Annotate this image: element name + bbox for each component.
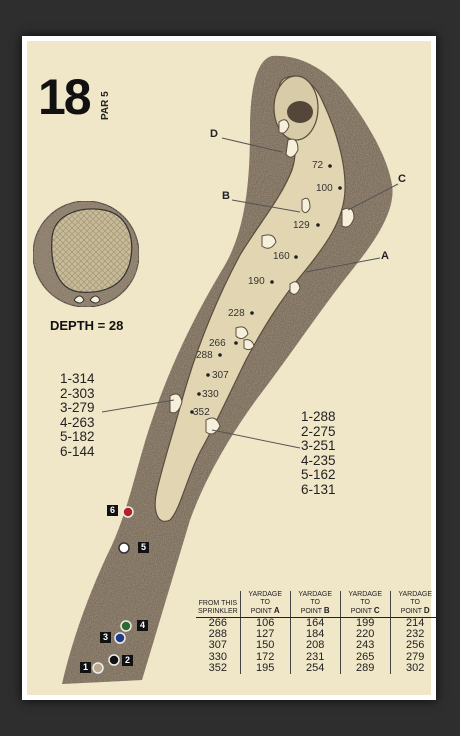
yardage-entry: 4-235 [301,452,336,468]
distance-marker: 330 [202,389,219,400]
header-line: POINT [350,608,372,615]
header-line: FROM THIS [198,600,238,607]
table-header [196,591,240,618]
distance-marker: 100 [316,183,333,194]
table-cell: 106 [240,618,290,630]
green-depth-label: DEPTH = 28 [50,318,124,333]
yardage-entry: 3-279 [60,400,95,416]
header-line: YARDAGE TO [398,591,433,606]
tee-number-3: 3 [100,632,111,643]
tee-marker-1 [93,663,103,673]
green-depth-inset [33,201,139,307]
table-cell: 266 [208,617,228,629]
distance-marker: 352 [193,407,210,418]
table-cell: 199 [340,618,390,630]
sprinkler-dot [234,341,238,345]
distance-marker: 129 [293,220,310,231]
tee-marker-5 [119,543,129,553]
yardage-entry: 6-131 [301,481,336,497]
table-cell: 150 [240,640,290,651]
table-cell: 164 [290,618,340,630]
right-bunker-yardages [301,410,336,498]
header-line: POINT [400,608,422,615]
point-label-d: D [210,128,218,140]
header-point: C [373,606,380,615]
table-cell: 279 [390,652,440,663]
inset-green [52,209,132,292]
tee-number-1: 1 [80,662,91,673]
tee-number-4: 4 [137,620,148,631]
table-header [290,591,340,618]
distance-marker: 190 [248,276,265,287]
yardage-entry: 6-144 [60,443,95,459]
yardage-entry: 3-251 [301,438,336,454]
tee-marker-6 [123,507,133,517]
sprinkler-dot [338,186,342,190]
yardage-entry: 5-182 [60,429,95,445]
yardage-entry: 2-303 [60,385,95,401]
distance-marker: 72 [312,160,324,171]
point-label-b: B [222,190,230,202]
table-cell: 232 [390,629,440,640]
sprinkler-dot [294,255,298,259]
point-label-c: C [398,173,406,185]
header-line: POINT [250,608,272,615]
distance-marker: 228 [228,308,245,319]
sprinkler-dot [206,373,210,377]
table-cell: 184 [290,629,340,640]
tee-number-2: 2 [122,655,133,666]
pin-area [287,101,313,123]
table-cell: 265 [340,652,390,663]
header-point: B [323,606,330,615]
table-cell: 352 [208,661,228,674]
table-cell: 256 [390,640,440,651]
sprinkler-dot [197,392,201,396]
par-label: PAR 5 [100,91,111,120]
table-cell: 302 [390,663,440,674]
table-cell: 231 [290,652,340,663]
sprinkler-dot [316,223,320,227]
sprinkler-yardage-table [196,591,440,674]
point-label-a: A [381,250,389,262]
table-header [340,591,390,618]
yardage-entry: 2-275 [301,423,336,439]
table-cell: 214 [390,618,440,630]
table-cell: 195 [240,663,290,674]
table-header-row [196,591,440,618]
tee-number-6: 6 [107,505,118,516]
distance-marker: 307 [212,370,229,381]
header-point: A [273,606,280,615]
tee-marker-2 [109,655,119,665]
table-header [390,591,440,618]
distance-marker: 160 [273,251,290,262]
table-cell: 288 [208,628,228,641]
header-line: SPRINKLER [198,608,238,615]
table-row [196,640,440,651]
header-line: YARDAGE TO [298,591,333,606]
tee-marker-3 [115,633,125,643]
header-line: YARDAGE TO [248,591,283,606]
yardage-entry: 5-162 [301,467,336,483]
sprinkler-dot [328,164,332,168]
distance-marker: 266 [209,338,226,349]
yardage-entry: 1-288 [301,409,336,424]
tee-marker-4 [121,621,131,631]
table-cell: 307 [208,639,228,652]
table-cell: 289 [340,663,390,674]
table-row [196,663,440,674]
header-line: POINT [300,608,322,615]
sprinkler-dot [250,311,254,315]
left-bunker-yardages [60,372,95,460]
bunker [302,198,310,212]
table-cell: 127 [240,629,290,640]
yardage-entry: 1-314 [60,371,95,386]
header-line: YARDAGE TO [348,591,383,606]
table-cell: 220 [340,629,390,640]
yardage-entry: 4-263 [60,414,95,430]
table-cell: 243 [340,640,390,651]
distance-marker: 288 [196,350,213,361]
table-cell: 208 [290,640,340,651]
table-header [240,591,290,618]
sprinkler-dot [218,353,222,357]
sprinkler-dot [270,280,274,284]
hole-number: 18 [38,69,90,125]
header-point: D [423,606,430,615]
table-cell: 330 [208,650,228,663]
table-cell: 172 [240,652,290,663]
table-cell: 254 [290,663,340,674]
tee-number-5: 5 [138,542,149,553]
